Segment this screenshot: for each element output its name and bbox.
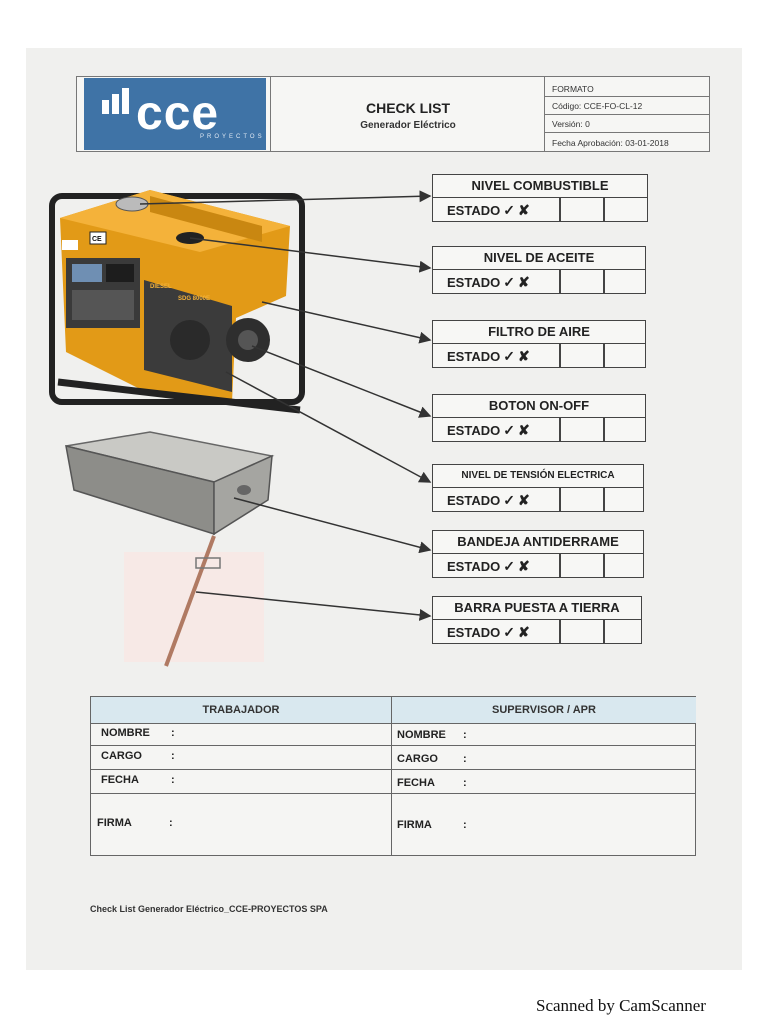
cross-mark-icon: ✘ [517,558,530,574]
check-mark-icon: ✓ [503,492,515,508]
document-title: CHECK LIST [366,100,450,116]
status-cell-divider [559,620,561,644]
check-item-on-off-button [432,394,646,442]
status-label: ESTADO ✓ ✘ [447,348,530,364]
document-subtitle: Generador Eléctrico [360,120,456,131]
status-cell-divider [603,270,605,294]
check-item-drip-tray [432,530,644,578]
status-cell-divider [559,198,561,222]
check-mark-icon: ✓ [503,422,515,438]
check-mark-icon: ✓ [503,624,515,640]
check-item-title: NIVEL DE ACEITE [433,247,645,270]
check-mark-icon: ✓ [503,348,515,364]
format-version: Versión: 0 [552,119,590,129]
generator-brand: DIESEL [150,284,172,290]
check-item-title: NIVEL COMBUSTIBLE [433,175,647,198]
supervisor-heading: SUPERVISOR / APR [392,697,696,723]
logo-tagline: PROYECTOS [200,134,265,140]
format-approval-date: Fecha Aprobación: 03-01-2018 [552,138,669,148]
signature-row-line [91,723,695,724]
check-item-oil-level [432,246,646,294]
status-label: ESTADO ✓ ✘ [447,492,530,508]
status-cell-divider [603,344,605,368]
signature-table [90,696,696,856]
supervisor-role-label: CARGO [397,753,438,765]
status-cell-divider [559,344,561,368]
document-footer: Check List Generador Eléctrico_CCE-PROYECTOS SPA [90,904,328,914]
worker-name-label: NOMBRE [101,727,150,739]
field-separator: : [171,774,175,786]
drip-tray-illustration [66,432,272,534]
field-separator: : [463,819,467,831]
check-mark-icon: ✓ [503,202,515,218]
check-item-fuel-level [432,174,648,222]
status-cell-divider [559,270,561,294]
status-cell-divider [603,488,605,512]
signature-row-line [91,745,695,746]
check-item-grounding-rod [432,596,642,644]
status-cell-divider [559,554,561,578]
worker-date-label: FECHA [101,774,139,786]
generator-model: SDG 8000E [178,296,211,302]
field-separator: : [463,753,467,765]
check-mark-icon: ✓ [503,558,515,574]
field-separator: : [169,817,173,829]
check-mark-icon: ✓ [503,274,515,290]
grounding-rod-illustration [124,536,264,666]
format-label: FORMATO [552,84,594,94]
check-item-title: BOTON ON-OFF [433,395,645,418]
supervisor-date-label: FECHA [397,777,435,789]
cross-mark-icon: ✘ [517,422,530,438]
field-separator: : [463,777,467,789]
status-label: ESTADO ✓ ✘ [447,274,530,290]
status-cell-divider [603,554,605,578]
generator-illustration [52,190,302,410]
field-separator: : [171,750,175,762]
check-item-voltage-level [432,464,644,512]
cross-mark-icon: ✘ [517,492,530,508]
cross-mark-icon: ✘ [517,202,530,218]
status-cell-divider [603,418,605,442]
check-item-title: FILTRO DE AIRE [433,321,645,344]
scanner-watermark: Scanned by CamScanner [536,996,706,1015]
status-label: ESTADO ✓ ✘ [447,422,530,438]
format-code: Código: CCE-FO-CL-12 [552,101,643,111]
field-separator: : [171,727,175,739]
cross-mark-icon: ✘ [517,348,530,364]
check-item-title: NIVEL DE TENSIÓN ELECTRICA [433,465,643,488]
status-label: ESTADO ✓ ✘ [447,558,530,574]
worker-signature-label: FIRMA [97,817,132,829]
signature-row-line [91,793,695,794]
status-cell-divider [603,198,605,222]
check-item-title: BARRA PUESTA A TIERRA [433,597,641,620]
worker-role-label: CARGO [101,750,142,762]
supervisor-name-label: NOMBRE [397,729,446,741]
signature-row-line [91,769,695,770]
field-separator: : [463,729,467,741]
check-item-title: BANDEJA ANTIDERRAME [433,531,643,554]
status-label: ESTADO ✓ ✘ [447,202,530,218]
supervisor-signature-label: FIRMA [397,819,432,831]
ce-mark: CE [92,236,102,243]
cross-mark-icon: ✘ [517,274,530,290]
status-label: ESTADO ✓ ✘ [447,624,530,640]
status-cell-divider [559,488,561,512]
logo-text: cce [136,87,220,140]
cross-mark-icon: ✘ [517,624,530,640]
check-item-air-filter [432,320,646,368]
worker-heading: TRABAJADOR [91,697,391,723]
status-cell-divider [603,620,605,644]
status-cell-divider [559,418,561,442]
signature-column-divider [391,697,392,855]
